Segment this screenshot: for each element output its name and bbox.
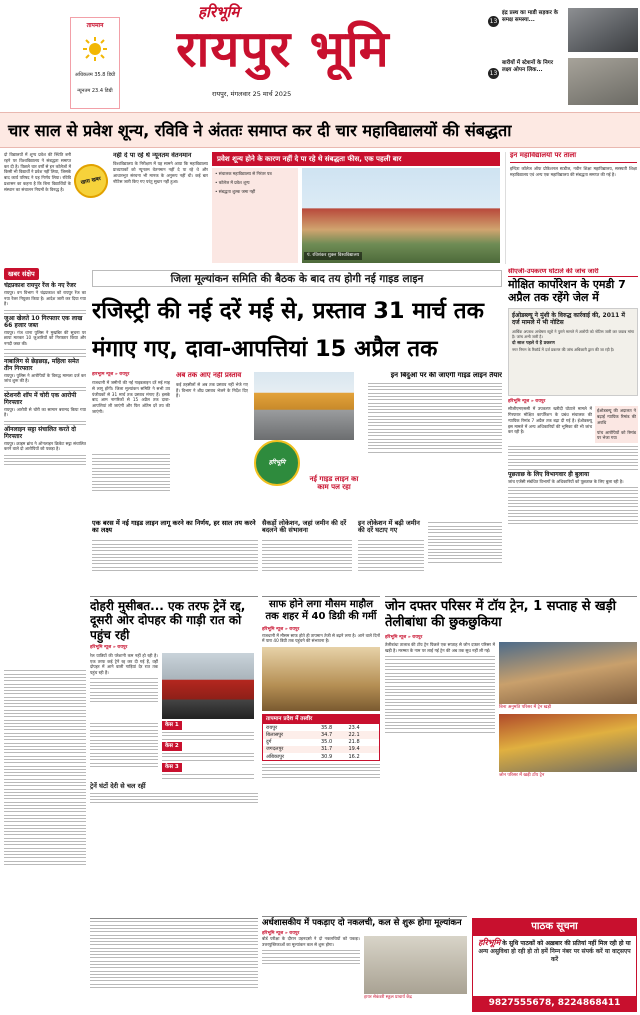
temperature-row xyxy=(263,753,379,760)
cgmsc-clipping xyxy=(508,308,638,396)
temperature-cell: 19.4 xyxy=(348,746,360,753)
temperature-row xyxy=(263,739,379,746)
bullet-item: • संबद्धता शुल्क जमा नहीं xyxy=(215,188,256,194)
brief-headline: चंद्रप्रकाश रायपुर रेंज के नए रेंजर xyxy=(4,282,76,290)
story-locked-headline: इन महाविद्यालयों पर ताला xyxy=(510,152,637,163)
story-wage-text: विश्वविद्यालय के निरीक्षण में यह सामने आया कि महाविद्यालय प्राध्यापकों को न्यूनतम वेतनमान नहीं दे पा रहे थे और आधारभूत संरचना भी मानक के अनुरूप नहीं थी। कई बार नोटिस जारी किए गए परंतु सुधार नहीं हुआ। xyxy=(113,161,208,184)
toytrain-byline: हरिभूमि न्यूज » रायपुर xyxy=(385,634,423,640)
temperature-cell: 30.9 xyxy=(321,753,333,760)
registry-office-photo xyxy=(254,372,354,440)
story-locked-text: इन्दिरा कॉलेज ऑफ प्रोफेशनल स्टडीज, नवीन शिक्षा महाविद्यालय, सरस्वती शिक्षा महाविद्यालय एवं अन्य एक महाविद्यालय की संबद्धता समाप्त की गई है। xyxy=(510,165,637,177)
temperature-cell: जगदलपुर xyxy=(266,746,284,753)
main-byline: हरिभूमि न्यूज » रायपुर xyxy=(92,372,130,377)
toytrain-story xyxy=(385,596,637,918)
pending-box-headline: अब तक आए नहीं प्रस्ताव xyxy=(176,372,242,379)
exclusive-badge: खास खबर xyxy=(71,161,108,201)
brand-logo: हरिभूमि xyxy=(198,3,240,21)
toytrain-caption: बिना अनुमति परिसर में ट्रेन खड़ी xyxy=(499,705,552,711)
temperature-cell: रायपुर xyxy=(266,724,278,731)
story-wage-headline: नहीं दे पा रहे थे न्यूनतम वेतनमान xyxy=(113,152,192,159)
clipping-head: ईओडब्ल्यू ने मुंशी के विरुद्ध कार्रवाई की, 2011 में दर्ज मामले में भी नोटिस xyxy=(512,311,625,327)
brief-item[interactable] xyxy=(4,393,86,425)
toytrain-photo-2 xyxy=(499,714,637,772)
train-photo xyxy=(162,653,254,719)
university-photo-caption: पं. रविशंकर शुक्ल विश्वविद्यालय xyxy=(304,252,362,260)
story-admission-headline: प्रवेश शून्य होने के कारण नहीं दे पा रहे थे संबद्धता फीस, एक पहली बार xyxy=(212,152,500,166)
brief-headline: जुआ खेलते 10 गिरफ्तार एक लाख 66 हजार जब्त xyxy=(4,315,83,329)
intro-story xyxy=(4,152,108,264)
exam-caption: हायर सेकंडरी स्कूल प्राचार्य केंद्र xyxy=(364,995,412,1001)
cgmsc-subhead: पूछताछ के लिए विभागवार ही बुलाया xyxy=(508,470,589,478)
banner-headline[interactable]: चार साल से प्रवेश शून्य, रविवि ने अंततः समाप्त कर दी चार महाविद्यालयों की संबद्धता xyxy=(0,112,640,148)
brief-headline: स्टेशनरी शॉप में चोरी एक आरोपी गिरफ्तार xyxy=(4,392,77,406)
cgmsc-note: पांच आरोपियों को रिमांड पर भेजा गया xyxy=(597,429,636,441)
bullet-item: • कॉलेज में प्रवेश शून्य xyxy=(215,179,250,185)
clipping-text: आर्थिक अपराध अन्वेषण ब्यूरो ने पुराने मामले में आरोपी को नोटिस जारी कर जवाब मांगा है। जांच अभी जारी है। xyxy=(512,328,634,339)
temperature-row xyxy=(263,724,379,731)
trains-headline[interactable]: दोहरी मुसीबत... एक तरफ ट्रेनें रद्द, दूसरी ओर दोपहर की गाड़ी रात को पहुंच रही xyxy=(90,599,246,642)
brief-text: रायपुर। आरोपी से चोरी का सामान बरामद किया गया है। xyxy=(4,406,86,418)
teaser-text: बारीयों में स्टेशनों के निगर लक्ष्य ओपन लिक... xyxy=(502,60,553,73)
temperature-cell: 23.4 xyxy=(348,724,360,731)
main-text-col1: राजधानी में जमीनों की नई गाइडलाइन दरें मई माह से लागू होंगी। जिला मूल्यांकन समिति ने सभी उप पंजीयकों से 31 मार्च तक प्रस्ताव मंगाए हैं। इसके बाद आम नागरिकों से 15 अप्रैल तक दावा-आपत्तियां ली जाएंगी और फिर अंतिम दरें तय की जाएंगी। xyxy=(92,380,170,414)
temperature-row xyxy=(263,746,379,753)
case-label: केस 3 xyxy=(162,763,182,772)
temperature-cell: 31.7 xyxy=(321,746,333,753)
temperature-table-title: तापमान प्रदेश में तस्वीर xyxy=(263,715,379,724)
exam-photo xyxy=(364,936,467,994)
university-photo xyxy=(302,168,500,263)
brief-headline: नाबालिग से छेड़छाड़, महिला समेत तीन गिरफ्तार xyxy=(4,358,79,372)
toytrain-photo-1 xyxy=(499,642,637,704)
sun-icon xyxy=(82,36,108,62)
notice-line-2: अन्य असुविधा हो रही हो तो हमें निम्न नंबर पर संपर्क करें या वाट्सएप करें xyxy=(478,948,631,964)
trains-subhead: ट्रेनें घंटों देरी से चल रहीं xyxy=(90,781,146,790)
teaser-page-number: 13 xyxy=(489,18,498,25)
trains-story xyxy=(90,596,258,918)
clipping-box-title: दो साल पहले ये है प्रकरण xyxy=(512,341,555,347)
brief-text: रायपुर। वन विभाग ने चंद्रप्रकाश को रायपुर रेंज का नया रेंजर नियुक्त किया है। आदेश जारी कर दिया गया है। xyxy=(4,289,86,307)
brief-item[interactable] xyxy=(4,359,86,391)
weather-box xyxy=(70,17,120,109)
exam-story xyxy=(262,916,467,1012)
temperature-cell: बिलासपुर xyxy=(266,731,284,738)
heat-photo xyxy=(262,647,380,711)
brief-headline: ऑनलाइन सट्टा संचालित करते दो गिरफ्तार xyxy=(4,426,76,440)
temperature-row xyxy=(263,731,379,738)
news-brief xyxy=(4,268,86,664)
temperature-cell: 35.8 xyxy=(321,724,333,731)
brief-text: रायपुर। गंज थाना पुलिस ने मुखबिर की सूचना पर छापा मारकर 10 जुआरियों को गिरफ्तार किया और नगदी जब्त की। xyxy=(4,329,86,347)
toytrain-caption: जोन परिसर में खड़ी टॉय ट्रेन xyxy=(499,772,545,778)
toytrain-text: तेलीबांधा तालाब की टॉय ट्रेन पिछले एक सप्ताह से जोन दफ्तर परिसर में खड़ी है। मरम्मत के नाम पर लाई गई ट्रेन की अब तक सुध नहीं ली गई। xyxy=(385,642,495,653)
pending-box-text: कई तहसीलों से अब तक प्रस्ताव नहीं भेजे गए हैं। विभाग ने शीघ्र प्रस्ताव भेजने के निर्देश दिए हैं। xyxy=(176,381,248,399)
trains-continuation xyxy=(90,918,258,1012)
story-admission xyxy=(212,152,500,264)
exam-headline[interactable]: अर्धशासकीय में पकड़ाए दो नकलची, कल से शुरू होगा मूल्यांकन xyxy=(262,918,462,928)
temperature-cell: 21.8 xyxy=(348,739,360,746)
cgmsc-text: सीजीएमएससी में उपकरण खरीदी घोटाले मामले में गिरफ्तार मोक्षित कार्पोरेशन के प्रबंध संचालक की न्यायिक रिमांड 7 अप्रैल तक बढ़ा दी गई है। ईओडब्ल्यू इस मामले में अन्य अधिकारियों की भूमिका की भी जांच कर रही है। xyxy=(508,406,592,435)
teaser-2[interactable] xyxy=(488,58,638,106)
masthead-title: रायपुर भूमि xyxy=(176,19,390,78)
cgmsc-byline: हरिभूमि न्यूज » रायपुर xyxy=(508,398,546,404)
main-headline[interactable]: रजिस्ट्री की नई दरें मई से, प्रस्ताव 31 मार्च तक मंगाए गए, दावा-आपत्तियां 15 अप्रैल तक xyxy=(92,298,484,362)
heat-story xyxy=(262,596,380,918)
teaser-photo xyxy=(568,58,638,105)
temperature-cell: दुर्ग xyxy=(266,739,272,746)
heat-headline[interactable]: साफ होने लगा मौसम माहौल तक शहर में 40 डिग्री की गर्मी xyxy=(265,599,377,622)
notice-brand: हरिभूमि xyxy=(478,937,501,947)
exam-text: बोर्ड परीक्षा के दौरान उड़नदस्ते ने दो नकलचियों को पकड़ा। उत्तरपुस्तिकाओं का मूल्यांकन कल से शुरू होगा। xyxy=(262,936,360,947)
intro-text: दो विद्यालयों में शून्य प्रवेश की स्थिति बनी रहने पर विश्वविद्यालय ने संबद्धता समाप्त कर दी है। पिछले चार वर्षों से इन कॉलेजों में किसी भी विद्यार्थी ने प्रवेश नहीं लिया, जिसके बाद कार्य परिषद ने यह निर्णय लिया। रविवि प्रशासन का कहना है कि बिना विद्यार्थियों के संस्थान का संचालन नियमों के विरुद्ध है। xyxy=(4,152,71,192)
cgmsc-subtext: जांच एजेंसी संबंधित विभागों के अधिकारियों को पूछताछ के लिए बुला रही है। xyxy=(508,478,624,484)
brief-text: रायपुर। पुलिस ने आरोपियों के विरुद्ध मामला दर्ज कर जांच शुरू की है। xyxy=(4,372,86,384)
main-subhead-2: सैकड़ों लोकेशन, जहां जमीन की दरें बदलने की संभावना xyxy=(262,519,347,535)
notice-phones[interactable]: 9827555678, 8224868411 xyxy=(473,996,636,1011)
cgmsc-headline[interactable]: मोक्षित कार्पोरेशन के एमडी 7 अप्रैल तक रहेंगे जेल में xyxy=(508,278,626,304)
weather-label: तापमान xyxy=(86,22,104,29)
guideline-points-headline: इन बिंदुओं पर की जाएगी गाइड लाइन तैयार xyxy=(390,372,502,379)
brief-text: रायपुर। क्राइम ब्रांच ने ऑनलाइन क्रिकेट सट्टा संचालित करने वाले दो आरोपियों को पकड़ा है। xyxy=(4,440,86,452)
main-mid-head: नई गाइड लाइन का काम पल रहा xyxy=(309,475,359,491)
case-label: केस 2 xyxy=(162,742,182,751)
main-story xyxy=(92,372,502,592)
teaser-text: इंद्र प्रस्थ का माडी सड़कर के समक्ष समस्या... xyxy=(502,10,558,23)
trains-text: रेल यात्रियों की परेशानी कम नहीं हो रही है। एक तरफ कई ट्रेनें रद्द कर दी गई हैं, वहीं दोपहर में आने वाली गाड़ियां देर रात तक पहुंच रही हैं। xyxy=(90,652,158,676)
main-logo-badge: हरिभूमि xyxy=(254,440,300,486)
notice-title: पाठक सूचना xyxy=(473,919,636,936)
brief-item[interactable] xyxy=(4,427,86,465)
trains-byline: हरिभूमि न्यूज » रायपुर xyxy=(90,645,128,651)
bullet-item: • संचालक महाविद्यालय से निरंतर पत्र xyxy=(215,171,272,176)
temperature-cell: 34.7 xyxy=(321,731,333,738)
news-brief-title: खबर संक्षेप xyxy=(4,268,39,280)
temperature-table xyxy=(262,714,380,761)
teaser-photo xyxy=(568,8,638,52)
main-kicker: जिला मूल्यांकन समिति की बैठक के बाद तय होगी नई गाइड लाइन xyxy=(92,270,502,287)
cgmsc-note: ईओडब्ल्यू की अदालत ने बढ़ाई न्यायिक रिमांड की अवधि xyxy=(597,408,636,425)
weather-min: न्यूनतम 23.4 डिग्री xyxy=(77,88,113,94)
heat-text: राजधानी में मौसम साफ होते ही तापमान तेजी से बढ़ने लगा है। आने वाले दिनों में पारा 40 डिग्री तक पहुंचने की संभावना है। xyxy=(262,632,380,644)
clipping-box-text: नगर निगम के रिकॉर्ड में दर्ज प्रकरण की जांच अधिकारी द्वारा की जा रही है। xyxy=(512,346,615,352)
story-locked xyxy=(505,152,637,264)
temperature-cell: 22.1 xyxy=(348,731,360,738)
pending-box xyxy=(176,372,248,452)
cgmsc-kicker: सीएजी-उपकरण घोटाले की जांच जारी xyxy=(508,268,638,277)
temperature-cell: 35.0 xyxy=(321,739,333,746)
main-subhead-3: इन लोकेशन में बढ़ी जमीन की दरें घटाए गए xyxy=(358,519,420,535)
weather-max: अधिकतम 35.8 डिग्री xyxy=(74,71,116,78)
brief-item[interactable] xyxy=(4,316,86,357)
story-wage xyxy=(113,152,208,264)
left-bottom-column xyxy=(4,668,86,1012)
teaser-page-number: 13 xyxy=(489,70,498,77)
teaser-1[interactable] xyxy=(488,8,638,53)
dateline: रायपुर, मंगलवार 25 मार्च 2025 xyxy=(212,90,292,98)
notice-line-1: के सुधि पाठकों को अख़बार की प्रतियां नहीं मिल रही हो या xyxy=(502,939,631,947)
case-label: केस 1 xyxy=(162,721,182,730)
temperature-cell: 16.2 xyxy=(348,753,360,760)
reader-notice[interactable] xyxy=(472,918,637,1012)
toytrain-headline[interactable]: जोन दफ्तर परिसर में टॉय ट्रेन, 1 सप्ताह से खड़ी तेलीबांधा की छुकछुकिया xyxy=(385,599,616,631)
brief-item[interactable] xyxy=(4,283,86,314)
exam-byline: हरिभूमि न्यूज » रायपुर xyxy=(262,930,300,936)
temperature-cell: अंबिकापुर xyxy=(266,753,284,760)
main-subhead-1: एक बरस में नई गाइड लाइन लागू करने का निर्णय, हर साल तय करने का लक्ष्य xyxy=(92,519,256,535)
guideline-points xyxy=(368,372,502,516)
heat-byline: हरिभूमि न्यूज » रायपुर xyxy=(262,627,300,632)
